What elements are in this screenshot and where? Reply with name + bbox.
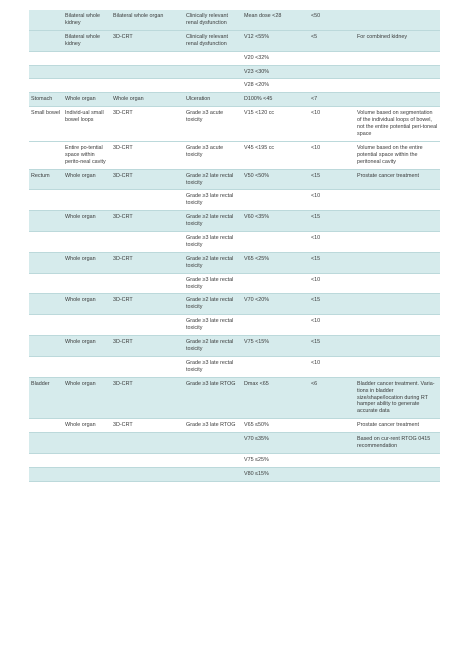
notes-cell bbox=[355, 211, 440, 232]
rate-cell: <10 bbox=[309, 107, 355, 142]
notes-cell bbox=[355, 453, 440, 467]
organ-cell bbox=[29, 433, 63, 454]
rate-cell: <15 bbox=[309, 252, 355, 273]
volume-segmented-cell bbox=[63, 356, 111, 377]
volume-segmented-cell bbox=[63, 433, 111, 454]
rate-cell bbox=[309, 453, 355, 467]
endpoint-cell: Grade ≥3 late RTOG bbox=[184, 419, 242, 433]
irradiation-technique-cell bbox=[111, 79, 184, 93]
endpoint-cell: Grade ≥3 late rectal toxicity bbox=[184, 315, 242, 336]
organ-cell: Bladder bbox=[29, 377, 63, 419]
irradiation-technique-cell bbox=[111, 273, 184, 294]
volume-segmented-cell bbox=[63, 273, 111, 294]
volume-segmented-cell bbox=[63, 453, 111, 467]
irradiation-technique-cell: 3D-CRT bbox=[111, 141, 184, 169]
table-row bbox=[29, 10, 440, 30]
dose-volume-parameter-cell: V15 <120 cc bbox=[242, 107, 309, 142]
dose-volume-parameter-cell: V65 ≤50% bbox=[242, 419, 309, 433]
irradiation-technique-cell bbox=[111, 467, 184, 481]
irradiation-technique-cell bbox=[111, 356, 184, 377]
notes-cell bbox=[355, 232, 440, 253]
volume-segmented-cell: Bilateral whole kidney bbox=[63, 30, 111, 51]
notes-cell: Based on cur-rent RTOG 0415 recommendation bbox=[355, 433, 440, 454]
organ-cell bbox=[29, 336, 63, 357]
dose-volume-parameter-cell: V45 <195 cc bbox=[242, 141, 309, 169]
volume-segmented-cell bbox=[63, 467, 111, 481]
table-row bbox=[29, 51, 440, 65]
rate-cell: <15 bbox=[309, 294, 355, 315]
volume-segmented-cell: Whole organ bbox=[63, 211, 111, 232]
irradiation-technique-cell: 3D-CRT bbox=[111, 211, 184, 232]
notes-cell bbox=[355, 65, 440, 79]
organ-cell bbox=[29, 252, 63, 273]
endpoint-cell: Clinically relevant renal dysfunction bbox=[184, 10, 242, 30]
irradiation-technique-cell bbox=[111, 190, 184, 211]
endpoint-cell: Grade ≥3 late rectal toxicity bbox=[184, 273, 242, 294]
table-row bbox=[29, 232, 440, 253]
endpoint-cell: Grade ≥3 late rectal toxicity bbox=[184, 190, 242, 211]
dose-volume-parameter-cell: V28 <20% bbox=[242, 79, 309, 93]
organ-cell bbox=[29, 232, 63, 253]
rate-cell bbox=[309, 433, 355, 454]
table-body bbox=[29, 10, 440, 481]
irradiation-technique-cell: 3D-CRT bbox=[111, 107, 184, 142]
organ-cell: Rectum bbox=[29, 169, 63, 190]
table-row bbox=[29, 107, 440, 142]
notes-cell bbox=[355, 356, 440, 377]
dose-volume-parameter-cell: V70 <20% bbox=[242, 294, 309, 315]
organ-cell bbox=[29, 51, 63, 65]
volume-segmented-cell: Bilateral whole kidney bbox=[63, 10, 111, 30]
notes-cell: For combined kidney bbox=[355, 30, 440, 51]
table-row bbox=[29, 190, 440, 211]
table-row bbox=[29, 433, 440, 454]
volume-segmented-cell: Whole organ bbox=[63, 169, 111, 190]
endpoint-cell: Grade ≥2 late rectal toxicity bbox=[184, 252, 242, 273]
volume-segmented-cell: Whole organ bbox=[63, 336, 111, 357]
dose-volume-parameter-cell: D100% <45 bbox=[242, 93, 309, 107]
dose-volume-parameter-cell bbox=[242, 315, 309, 336]
rate-cell: <7 bbox=[309, 93, 355, 107]
volume-segmented-cell: Whole organ bbox=[63, 93, 111, 107]
table-row bbox=[29, 169, 440, 190]
table-row bbox=[29, 141, 440, 169]
dose-volume-parameter-cell: V70 ≤35% bbox=[242, 433, 309, 454]
dose-volume-parameter-cell: V75 <15% bbox=[242, 336, 309, 357]
notes-cell bbox=[355, 315, 440, 336]
organ-cell bbox=[29, 419, 63, 433]
endpoint-cell bbox=[184, 51, 242, 65]
dose-volume-parameter-cell: V75 ≤25% bbox=[242, 453, 309, 467]
irradiation-technique-cell bbox=[111, 453, 184, 467]
rate-cell bbox=[309, 467, 355, 481]
notes-cell bbox=[355, 467, 440, 481]
rate-cell: <10 bbox=[309, 273, 355, 294]
notes-cell bbox=[355, 79, 440, 93]
endpoint-cell: Grade ≥2 late rectal toxicity bbox=[184, 169, 242, 190]
notes-cell bbox=[355, 273, 440, 294]
dose-volume-parameter-cell bbox=[242, 190, 309, 211]
organ-cell bbox=[29, 294, 63, 315]
organ-cell: Small bowel bbox=[29, 107, 63, 142]
table-row bbox=[29, 356, 440, 377]
irradiation-technique-cell: Whole organ bbox=[111, 93, 184, 107]
notes-cell bbox=[355, 51, 440, 65]
organ-cell bbox=[29, 141, 63, 169]
irradiation-technique-cell: 3D-CRT bbox=[111, 377, 184, 419]
organ-cell bbox=[29, 453, 63, 467]
endpoint-cell: Grade ≥3 late rectal toxicity bbox=[184, 232, 242, 253]
endpoint-cell: Clinically relevant renal dysfunction bbox=[184, 30, 242, 51]
dose-volume-parameter-cell: V65 <25% bbox=[242, 252, 309, 273]
organ-cell bbox=[29, 30, 63, 51]
irradiation-technique-cell: 3D-CRT bbox=[111, 169, 184, 190]
irradiation-technique-cell: Bilateral whole organ bbox=[111, 10, 184, 30]
endpoint-cell bbox=[184, 65, 242, 79]
endpoint-cell: Grade ≥3 late rectal toxicity bbox=[184, 356, 242, 377]
table-row bbox=[29, 252, 440, 273]
rate-cell: <6 bbox=[309, 377, 355, 419]
organ-cell bbox=[29, 190, 63, 211]
notes-cell: Prostate cancer treatment bbox=[355, 419, 440, 433]
table-row bbox=[29, 467, 440, 481]
volume-segmented-cell bbox=[63, 315, 111, 336]
endpoint-cell: Grade ≥3 acute toxicity bbox=[184, 141, 242, 169]
endpoint-cell: Grade ≥2 late rectal toxicity bbox=[184, 294, 242, 315]
rate-cell: <50 bbox=[309, 10, 355, 30]
endpoint-cell bbox=[184, 79, 242, 93]
volume-segmented-cell: Whole organ bbox=[63, 419, 111, 433]
dose-volume-parameter-cell: V50 <50% bbox=[242, 169, 309, 190]
table-row bbox=[29, 453, 440, 467]
volume-segmented-cell bbox=[63, 79, 111, 93]
endpoint-cell: Grade ≥2 late rectal toxicity bbox=[184, 336, 242, 357]
irradiation-technique-cell: 3D-CRT bbox=[111, 294, 184, 315]
table-row bbox=[29, 377, 440, 419]
dose-volume-parameter-cell bbox=[242, 356, 309, 377]
dose-volume-parameter-cell: V60 <35% bbox=[242, 211, 309, 232]
volume-segmented-cell: Entire po-tential space within perito-neal cavity bbox=[63, 141, 111, 169]
notes-cell bbox=[355, 190, 440, 211]
dose-volume-parameter-cell: V80 ≤15% bbox=[242, 467, 309, 481]
rate-cell: <15 bbox=[309, 211, 355, 232]
organ-cell bbox=[29, 467, 63, 481]
rate-cell: <5 bbox=[309, 30, 355, 51]
volume-segmented-cell bbox=[63, 51, 111, 65]
dose-volume-parameter-cell: V12 <55% bbox=[242, 30, 309, 51]
rate-cell bbox=[309, 79, 355, 93]
dose-volume-parameter-cell bbox=[242, 273, 309, 294]
rate-cell: <10 bbox=[309, 232, 355, 253]
irradiation-technique-cell bbox=[111, 232, 184, 253]
dose-constraint-table bbox=[29, 10, 440, 482]
organ-cell bbox=[29, 79, 63, 93]
irradiation-technique-cell bbox=[111, 51, 184, 65]
irradiation-technique-cell bbox=[111, 433, 184, 454]
notes-cell bbox=[355, 336, 440, 357]
rate-cell: <15 bbox=[309, 169, 355, 190]
organ-cell bbox=[29, 273, 63, 294]
rate-cell: <10 bbox=[309, 141, 355, 169]
table-row bbox=[29, 336, 440, 357]
endpoint-cell bbox=[184, 467, 242, 481]
rate-cell bbox=[309, 419, 355, 433]
notes-cell: Bladder cancer treatment. Varia-tions in bladder size/shape/location during RT hamper ability to generate accurate data bbox=[355, 377, 440, 419]
dose-volume-parameter-cell: V23 <30% bbox=[242, 65, 309, 79]
notes-cell bbox=[355, 10, 440, 30]
dose-volume-parameter-cell: Mean dose <28 bbox=[242, 10, 309, 30]
endpoint-cell: Grade ≥3 acute toxicity bbox=[184, 107, 242, 142]
volume-segmented-cell: Individ-ual small bowel loops bbox=[63, 107, 111, 142]
irradiation-technique-cell bbox=[111, 65, 184, 79]
endpoint-cell: Ulceration bbox=[184, 93, 242, 107]
irradiation-technique-cell: 3D-CRT bbox=[111, 30, 184, 51]
rate-cell bbox=[309, 65, 355, 79]
table-row bbox=[29, 79, 440, 93]
volume-segmented-cell bbox=[63, 190, 111, 211]
rate-cell: <10 bbox=[309, 315, 355, 336]
irradiation-technique-cell: 3D-CRT bbox=[111, 419, 184, 433]
endpoint-cell: Grade ≥3 late RTOG bbox=[184, 377, 242, 419]
table-row bbox=[29, 294, 440, 315]
rate-cell: <10 bbox=[309, 356, 355, 377]
volume-segmented-cell: Whole organ bbox=[63, 377, 111, 419]
organ-cell bbox=[29, 315, 63, 336]
notes-cell: Volume based on the entire potential space within the peritoneal cavity bbox=[355, 141, 440, 169]
notes-cell bbox=[355, 93, 440, 107]
table-row bbox=[29, 211, 440, 232]
dose-volume-parameter-cell: V20 <32% bbox=[242, 51, 309, 65]
organ-cell bbox=[29, 65, 63, 79]
dose-volume-parameter-cell: Dmax <65 bbox=[242, 377, 309, 419]
endpoint-cell: Grade ≥2 late rectal toxicity bbox=[184, 211, 242, 232]
table-row bbox=[29, 93, 440, 107]
volume-segmented-cell bbox=[63, 65, 111, 79]
organ-cell: Stomach bbox=[29, 93, 63, 107]
volume-segmented-cell bbox=[63, 232, 111, 253]
notes-cell: Volume based on segmentation of the individual loops of bowel, not the entire potential peri-toneal space bbox=[355, 107, 440, 142]
irradiation-technique-cell: 3D-CRT bbox=[111, 336, 184, 357]
notes-cell bbox=[355, 252, 440, 273]
organ-cell bbox=[29, 10, 63, 30]
table-row bbox=[29, 419, 440, 433]
endpoint-cell bbox=[184, 433, 242, 454]
notes-cell bbox=[355, 294, 440, 315]
table-row bbox=[29, 30, 440, 51]
notes-cell: Prostate cancer treatment bbox=[355, 169, 440, 190]
table-row bbox=[29, 273, 440, 294]
organ-cell bbox=[29, 211, 63, 232]
rate-cell: <10 bbox=[309, 190, 355, 211]
table-row bbox=[29, 65, 440, 79]
irradiation-technique-cell: 3D-CRT bbox=[111, 252, 184, 273]
irradiation-technique-cell bbox=[111, 315, 184, 336]
volume-segmented-cell: Whole organ bbox=[63, 294, 111, 315]
rate-cell bbox=[309, 51, 355, 65]
rate-cell: <15 bbox=[309, 336, 355, 357]
volume-segmented-cell: Whole organ bbox=[63, 252, 111, 273]
organ-cell bbox=[29, 356, 63, 377]
dose-volume-parameter-cell bbox=[242, 232, 309, 253]
endpoint-cell bbox=[184, 453, 242, 467]
table-row bbox=[29, 315, 440, 336]
